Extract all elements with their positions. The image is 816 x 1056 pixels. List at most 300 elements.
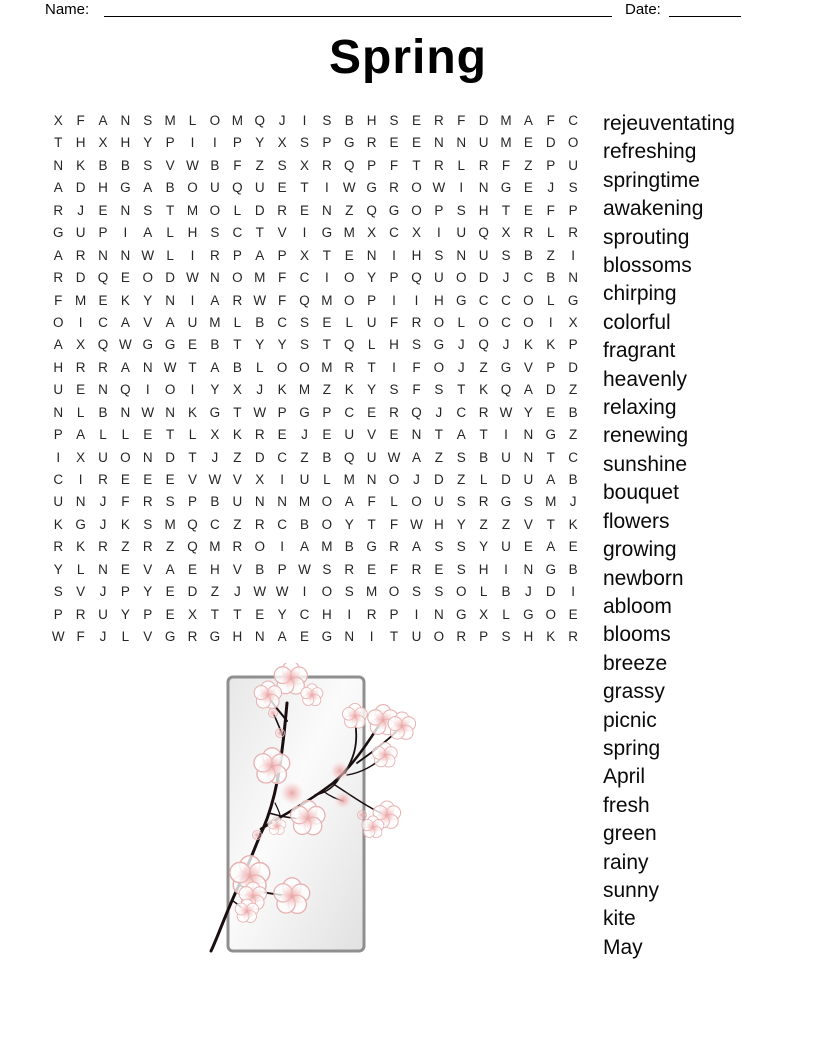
grid-letter: N: [165, 292, 176, 308]
grid-letter: R: [389, 180, 399, 196]
grid-letter: W: [298, 561, 311, 577]
grid-letter: T: [166, 202, 175, 218]
grid-letter: T: [479, 427, 488, 443]
grid-letter: X: [501, 225, 511, 241]
grid-letter: B: [210, 157, 220, 173]
grid-letter: H: [98, 180, 108, 196]
grid-letter: S: [434, 247, 444, 263]
grid-letter: D: [545, 382, 556, 398]
grid-letter: X: [76, 337, 86, 353]
word-list-item: breeze: [603, 651, 668, 675]
word-list-item: May: [603, 935, 643, 959]
word-list-item: rejeuventating: [603, 112, 735, 135]
grid-letter: K: [53, 516, 63, 532]
grid-letter: X: [479, 606, 489, 622]
grid-letter: E: [367, 404, 377, 420]
grid-letter: T: [210, 606, 220, 622]
grid-letter: A: [299, 539, 309, 555]
grid-letter: U: [53, 494, 64, 510]
grid-letter: G: [142, 337, 154, 353]
grid-letter: Y: [277, 337, 287, 353]
grid-letter: S: [53, 584, 63, 600]
grid-letter: T: [389, 629, 399, 645]
grid-letter: O: [433, 314, 445, 330]
grid-letter: P: [232, 247, 242, 263]
grid-letter: M: [321, 359, 333, 375]
grid-letter: H: [322, 606, 332, 622]
grid-letter: T: [255, 225, 264, 241]
grid-letter: F: [389, 157, 399, 173]
grid-letter: U: [299, 472, 310, 487]
grid-letter: U: [568, 157, 579, 173]
grid-letter: O: [232, 270, 243, 286]
word-list-item: fragrant: [603, 339, 676, 363]
grid-letter: C: [456, 404, 467, 420]
grid-letter: Y: [367, 382, 377, 398]
grid-letter: D: [165, 449, 176, 465]
grid-letter: Y: [210, 382, 220, 398]
grid-letter: G: [433, 337, 445, 353]
grid-letter: R: [142, 539, 153, 555]
grid-letter: X: [188, 606, 198, 622]
grid-letter: A: [120, 314, 130, 330]
grid-letter: I: [325, 180, 329, 196]
grid-letter: U: [53, 382, 64, 398]
grid-letter: E: [322, 314, 332, 330]
grid-letter: B: [232, 359, 242, 375]
grid-letter: F: [389, 561, 399, 577]
word-list-item: grassy: [603, 680, 665, 704]
grid-letter: X: [411, 225, 421, 241]
grid-letter: M: [74, 292, 87, 308]
grid-letter: A: [165, 561, 175, 577]
grid-letter: R: [366, 606, 377, 622]
date-label: Date:: [625, 1, 661, 18]
grid-letter: T: [434, 427, 443, 443]
grid-letter: K: [277, 382, 287, 398]
grid-letter: N: [366, 247, 377, 263]
grid-letter: D: [187, 584, 198, 600]
grid-letter: A: [143, 180, 153, 196]
grid-letter: L: [390, 494, 398, 510]
grid-letter: O: [344, 292, 355, 308]
grid-letter: C: [478, 292, 489, 308]
grid-letter: L: [367, 337, 376, 353]
grid-letter: I: [302, 113, 307, 128]
grid-letter: E: [523, 180, 533, 196]
grid-letter: A: [53, 247, 63, 263]
grid-letter: A: [411, 539, 421, 555]
grid-letter: S: [389, 382, 399, 398]
grid-letter: Y: [523, 404, 533, 420]
grid-letter: H: [53, 359, 64, 375]
grid-letter: V: [76, 584, 86, 600]
grid-letter: O: [254, 539, 265, 555]
grid-letter: Z: [457, 472, 466, 487]
grid-letter: P: [277, 404, 287, 420]
grid-letter: C: [232, 225, 243, 241]
grid-letter: E: [98, 202, 108, 218]
grid-letter: T: [166, 427, 175, 443]
grid-letter: G: [75, 516, 86, 532]
grid-letter: N: [254, 629, 265, 645]
grid-letter: G: [366, 180, 377, 196]
grid-letter: O: [411, 202, 422, 218]
grid-letter: L: [255, 359, 264, 375]
grid-letter: W: [432, 180, 446, 196]
grid-letter: S: [456, 539, 466, 555]
grid-letter: H: [120, 135, 131, 151]
grid-letter: R: [254, 516, 265, 532]
grid-letter: S: [299, 314, 309, 330]
grid-letter: V: [367, 427, 377, 443]
grid-letter: P: [98, 225, 108, 241]
grid-letter: U: [411, 629, 422, 645]
grid-letter: N: [120, 113, 131, 128]
grid-letter: S: [456, 449, 466, 465]
word-search-grid: [47, 110, 584, 649]
grid-letter: J: [413, 472, 420, 487]
grid-letter: O: [567, 135, 579, 151]
grid-letter: C: [299, 270, 310, 286]
grid-letter: O: [142, 270, 154, 286]
grid-letter: O: [523, 314, 534, 330]
grid-letter: J: [301, 427, 308, 443]
grid-letter: Y: [53, 561, 63, 577]
grid-letter: C: [98, 314, 108, 330]
grid-letter: W: [141, 404, 155, 420]
grid-letter: W: [163, 359, 177, 375]
grid-letter: E: [188, 337, 198, 353]
grid-letter: R: [478, 157, 489, 173]
grid-letter: I: [392, 359, 396, 375]
grid-letter: I: [190, 247, 195, 263]
grid-letter: F: [233, 157, 242, 173]
grid-letter: A: [53, 180, 63, 196]
grid-letter: W: [342, 180, 356, 196]
grid-letter: R: [478, 404, 489, 420]
word-list-item: awakening: [603, 197, 704, 221]
grid-letter: T: [546, 516, 555, 532]
grid-letter: C: [344, 404, 355, 420]
grid-letter: Y: [344, 516, 354, 532]
grid-letter: E: [411, 113, 421, 128]
grid-letter: X: [299, 157, 309, 173]
grid-letter: E: [188, 561, 198, 577]
grid-letter: M: [164, 113, 176, 128]
grid-letter: R: [456, 629, 467, 645]
grid-letter: S: [434, 584, 444, 600]
grid-letter: U: [523, 472, 534, 487]
grid-letter: R: [53, 539, 64, 555]
grid-letter: I: [302, 225, 307, 241]
grid-letter: Z: [434, 449, 443, 465]
grid-letter: W: [141, 247, 155, 263]
grid-letter: X: [76, 449, 86, 465]
grid-letter: O: [209, 113, 221, 128]
grid-letter: Q: [478, 337, 489, 353]
grid-letter: E: [523, 539, 533, 555]
grid-letter: N: [98, 382, 108, 398]
grid-letter: E: [523, 135, 533, 151]
grid-letter: B: [344, 113, 354, 128]
grid-letter: I: [392, 292, 396, 308]
grid-letter: P: [143, 606, 153, 622]
grid-letter: U: [366, 314, 377, 330]
grid-letter: G: [164, 337, 176, 353]
word-list-item: fresh: [603, 793, 650, 817]
grid-letter: E: [322, 427, 332, 443]
grid-letter: I: [504, 561, 508, 577]
grid-letter: D: [75, 180, 86, 196]
grid-letter: J: [99, 584, 107, 600]
grid-letter: S: [143, 516, 153, 532]
word-list-item: colorful: [603, 310, 671, 334]
grid-letter: K: [479, 382, 489, 398]
grid-letter: E: [568, 606, 578, 622]
grid-letter: M: [298, 494, 311, 510]
grid-letter: T: [233, 404, 242, 420]
grid-letter: M: [254, 270, 266, 286]
word-list-item: blooms: [603, 623, 671, 647]
word-list-item: spring: [603, 736, 661, 760]
grid-letter: N: [523, 561, 534, 577]
grid-letter: O: [455, 584, 467, 600]
grid-letter: C: [53, 472, 64, 487]
grid-letter: C: [299, 606, 310, 622]
grid-letter: H: [478, 561, 489, 577]
grid-letter: I: [571, 584, 576, 600]
grid-letter: B: [322, 449, 332, 465]
grid-letter: U: [75, 225, 86, 241]
grid-letter: B: [344, 539, 354, 555]
grid-letter: U: [98, 449, 108, 465]
grid-letter: V: [143, 561, 153, 577]
grid-letter: O: [120, 449, 131, 465]
grid-letter: S: [456, 561, 466, 577]
grid-letter: R: [98, 472, 108, 487]
grid-letter: J: [233, 584, 241, 600]
grid-letter: V: [232, 561, 242, 577]
grid-letter: B: [255, 561, 265, 577]
name-blank-line: [104, 0, 612, 17]
grid-letter: N: [322, 202, 332, 218]
grid-letter: G: [388, 202, 400, 218]
grid-letter: X: [210, 427, 220, 443]
grid-letter: T: [367, 359, 376, 375]
grid-letter: E: [120, 472, 130, 487]
grid-letter: J: [99, 629, 107, 645]
grid-letter: I: [571, 247, 576, 263]
word-list-item: picnic: [603, 708, 657, 732]
grid-letter: O: [299, 359, 310, 375]
grid-letter: M: [209, 539, 221, 555]
grid-letter: L: [479, 472, 488, 487]
grid-letter: F: [277, 270, 287, 286]
grid-letter: T: [412, 157, 421, 173]
grid-letter: R: [187, 629, 198, 645]
grid-letter: R: [75, 247, 86, 263]
grid-letter: A: [210, 359, 220, 375]
grid-letter: J: [77, 202, 84, 218]
word-list-item: heavenly: [603, 367, 688, 391]
grid-letter: I: [459, 180, 464, 196]
grid-letter: Q: [187, 539, 198, 555]
grid-letter: O: [321, 584, 333, 600]
word-list-item: rainy: [603, 850, 649, 874]
word-list-item: April: [603, 765, 646, 789]
grid-letter: V: [143, 629, 153, 645]
grid-letter: M: [164, 516, 176, 532]
grid-letter: H: [523, 629, 534, 645]
grid-letter: I: [78, 472, 83, 487]
grid-letter: W: [499, 404, 513, 420]
grid-letter: S: [165, 494, 175, 510]
cherry-blossom-illustration-icon: [195, 663, 445, 963]
grid-letter: H: [210, 561, 220, 577]
grid-letter: C: [389, 225, 399, 241]
grid-letter: S: [501, 629, 511, 645]
word-list-item: growing: [603, 538, 677, 562]
grid-letter: K: [523, 337, 533, 353]
grid-letter: A: [523, 382, 533, 398]
grid-letter: E: [277, 427, 287, 443]
grid-letter: R: [277, 202, 287, 218]
grid-letter: O: [52, 314, 64, 330]
grid-letter: F: [389, 516, 399, 532]
grid-letter: Z: [322, 382, 331, 398]
grid-letter: S: [210, 225, 220, 241]
grid-letter: Z: [524, 157, 533, 173]
grid-letter: N: [433, 135, 444, 151]
grid-letter: N: [366, 472, 377, 487]
grid-letter: I: [436, 225, 441, 241]
grid-letter: O: [187, 180, 198, 196]
grid-letter: N: [254, 494, 265, 510]
grid-letter: R: [142, 494, 153, 510]
grid-letter: P: [546, 359, 556, 375]
grid-letter: P: [367, 157, 377, 173]
grid-letter: G: [500, 180, 512, 196]
grid-letter: P: [389, 606, 399, 622]
grid-letter: E: [76, 382, 86, 398]
grid-letter: V: [188, 472, 198, 487]
grid-letter: C: [277, 516, 287, 532]
word-list-item: sunshine: [603, 452, 688, 476]
grid-letter: M: [321, 292, 333, 308]
grid-letter: R: [210, 247, 220, 263]
grid-letter: V: [232, 472, 242, 487]
grid-letter: H: [411, 247, 422, 263]
grid-letter: I: [190, 135, 195, 151]
grid-letter: O: [321, 494, 333, 510]
grid-letter: Z: [501, 516, 511, 532]
grid-letter: A: [53, 337, 63, 353]
grid-letter: Q: [411, 404, 422, 420]
grid-letter: N: [53, 157, 64, 173]
grid-letter: L: [547, 292, 555, 308]
grid-letter: Q: [500, 382, 512, 398]
grid-letter: O: [433, 629, 445, 645]
grid-letter: Q: [411, 270, 422, 286]
grid-letter: N: [75, 494, 86, 510]
grid-letter: N: [456, 247, 467, 263]
grid-letter: I: [280, 539, 284, 555]
grid-letter: Y: [277, 606, 287, 622]
grid-letter: N: [120, 404, 131, 420]
grid-letter: S: [501, 247, 511, 263]
grid-letter: E: [299, 202, 309, 218]
grid-letter: F: [501, 157, 511, 173]
grid-letter: A: [456, 427, 466, 443]
grid-letter: I: [56, 449, 61, 465]
grid-letter: Z: [345, 202, 354, 218]
grid-letter: N: [523, 427, 534, 443]
word-list-item: blossoms: [603, 254, 692, 278]
grid-letter: B: [120, 157, 130, 173]
date-blank-line: [669, 0, 741, 17]
grid-letter: A: [344, 494, 354, 510]
grid-letter: D: [545, 135, 556, 151]
grid-letter: I: [325, 270, 329, 286]
grid-letter: T: [300, 180, 309, 196]
grid-letter: M: [500, 135, 512, 151]
grid-letter: F: [367, 494, 376, 510]
grid-letter: Q: [344, 337, 355, 353]
grid-letter: G: [299, 404, 310, 420]
grid-letter: W: [51, 629, 65, 645]
grid-letter: O: [523, 292, 534, 308]
grid-letter: H: [232, 629, 243, 645]
grid-letter: I: [190, 382, 195, 398]
grid-letter: G: [500, 359, 512, 375]
grid-letter: M: [366, 584, 378, 600]
grid-letter: P: [322, 404, 332, 420]
grid-letter: H: [433, 516, 444, 532]
grid-letter: L: [188, 113, 197, 128]
grid-letter: R: [75, 359, 86, 375]
grid-letter: W: [208, 472, 222, 487]
grid-letter: T: [233, 337, 242, 353]
grid-letter: I: [504, 427, 508, 443]
grid-letter: P: [322, 135, 332, 151]
word-list-item: sprouting: [603, 225, 690, 249]
word-list-item: kite: [603, 907, 636, 931]
grid-letter: R: [568, 629, 579, 645]
grid-letter: H: [478, 202, 489, 218]
grid-letter: K: [344, 382, 354, 398]
grid-letter: F: [457, 113, 466, 128]
grid-letter: E: [411, 135, 421, 151]
grid-letter: R: [344, 561, 355, 577]
grid-letter: K: [546, 337, 556, 353]
grid-letter: U: [366, 449, 377, 465]
grid-letter: L: [479, 584, 488, 600]
grid-letter: N: [120, 202, 131, 218]
grid-letter: D: [433, 472, 444, 487]
grid-letter: T: [457, 382, 466, 398]
grid-letter: F: [121, 494, 130, 510]
grid-letter: O: [455, 270, 467, 286]
grid-letter: Y: [255, 337, 265, 353]
grid-letter: J: [256, 382, 264, 398]
grid-letter: R: [254, 427, 265, 443]
puzzle-title: Spring: [329, 31, 487, 84]
grid-letter: R: [53, 270, 64, 286]
grid-letter: S: [411, 584, 421, 600]
grid-letter: A: [210, 292, 220, 308]
grid-letter: Z: [546, 247, 555, 263]
